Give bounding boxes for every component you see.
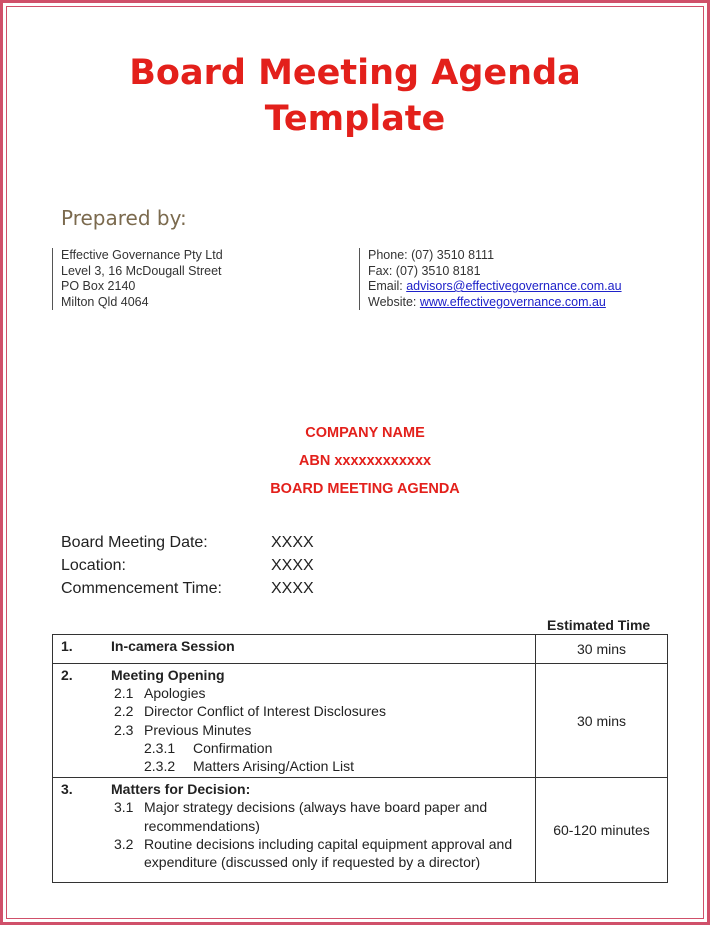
website-row: [368, 295, 622, 311]
commencement-time-label: Commencement Time:: [61, 580, 222, 597]
agenda-time-cell: 30 mins: [536, 635, 668, 664]
street-address: Level 3, 16 McDougall Street: [61, 263, 222, 278]
subitem-text: Major strategy decisions (always have board paper and recommendations): [144, 799, 488, 834]
abn-heading: ABN xxxxxxxxxxxx: [298, 453, 432, 469]
agenda-item-cell: [53, 778, 536, 883]
agenda-item-cell: [53, 664, 536, 778]
prepared-by-heading: Prepared by:: [61, 206, 187, 230]
meeting-date-label: Board Meeting Date:: [61, 534, 208, 551]
agenda-subitem: [53, 702, 535, 720]
email-label: Email:: [368, 279, 407, 293]
commencement-time-value: XXXX: [271, 580, 314, 597]
subsubitem-text: Matters Arising/Action List: [193, 758, 355, 775]
contact-address-block: [52, 248, 223, 310]
po-box: PO Box 2140: [61, 279, 136, 293]
document-title-line-2: Template: [264, 99, 446, 139]
subsubitem-number: 2.3.2: [144, 758, 176, 775]
agenda-item-number: 3.: [61, 781, 73, 798]
agenda-table: [52, 634, 668, 883]
subitem-text: Routine decisions including capital equipment approval and expenditure (discussed only if requested by a director): [144, 835, 513, 871]
agenda-subitem: [53, 684, 535, 702]
email-link[interactable]: advisors@effectivegovernance.com.au: [406, 279, 622, 293]
subitem-number: 3.1: [114, 799, 134, 816]
subitem-number: 2.3: [114, 721, 134, 738]
estimated-time-header: Estimated Time: [547, 617, 651, 633]
agenda-time-cell: 60-120 minutes: [536, 778, 668, 883]
phone: Phone: (07) 3510 8111: [368, 248, 495, 262]
email-row: [368, 279, 622, 295]
agenda-row: [53, 635, 668, 664]
subitem-text: Director Conflict of Interest Disclosures: [144, 703, 386, 720]
agenda-subsubitem: [53, 739, 535, 757]
location-label: Location:: [61, 557, 126, 574]
meeting-date-value: XXXX: [271, 534, 314, 551]
city: Milton Qld 4064: [61, 294, 149, 309]
document-title-line-1: Board Meeting Agenda: [129, 53, 581, 93]
agenda-heading: BOARD MEETING AGENDA: [270, 481, 460, 497]
agenda-item-number: 1.: [61, 638, 73, 654]
agenda-item-cell: [53, 635, 536, 664]
location-value: XXXX: [271, 557, 314, 574]
agenda-subitem: [53, 721, 535, 739]
agenda-item-number: 2.: [61, 667, 73, 683]
agenda-subitem: [53, 798, 535, 834]
contact-details-block: [359, 248, 622, 310]
fax: Fax: (07) 3510 8181: [368, 263, 481, 278]
agenda-row: [53, 664, 668, 778]
subitem-number: 3.2: [114, 835, 134, 852]
agenda-subsubitem: [53, 757, 535, 775]
agenda-item-title: Matters for Decision:: [111, 781, 251, 798]
subitem-number: 2.2: [114, 703, 134, 720]
company-name: Effective Governance Pty Ltd: [61, 248, 223, 262]
subitem-text: Apologies: [144, 685, 206, 702]
subitem-number: 2.1: [114, 685, 134, 702]
website-link[interactable]: www.effectivegovernance.com.au: [419, 294, 606, 309]
subsubitem-number: 2.3.1: [144, 739, 176, 756]
agenda-item-title: Meeting Opening: [111, 667, 225, 683]
agenda-item-title: In-camera Session: [111, 638, 235, 654]
website-label: Website:: [368, 294, 420, 309]
company-name-heading: COMPANY NAME: [305, 425, 425, 441]
subitem-text: Previous Minutes: [144, 721, 252, 738]
subsubitem-text: Confirmation: [193, 739, 273, 756]
agenda-row: [53, 778, 668, 883]
agenda-subitem: [53, 835, 535, 871]
agenda-time-cell: 30 mins: [536, 664, 668, 778]
